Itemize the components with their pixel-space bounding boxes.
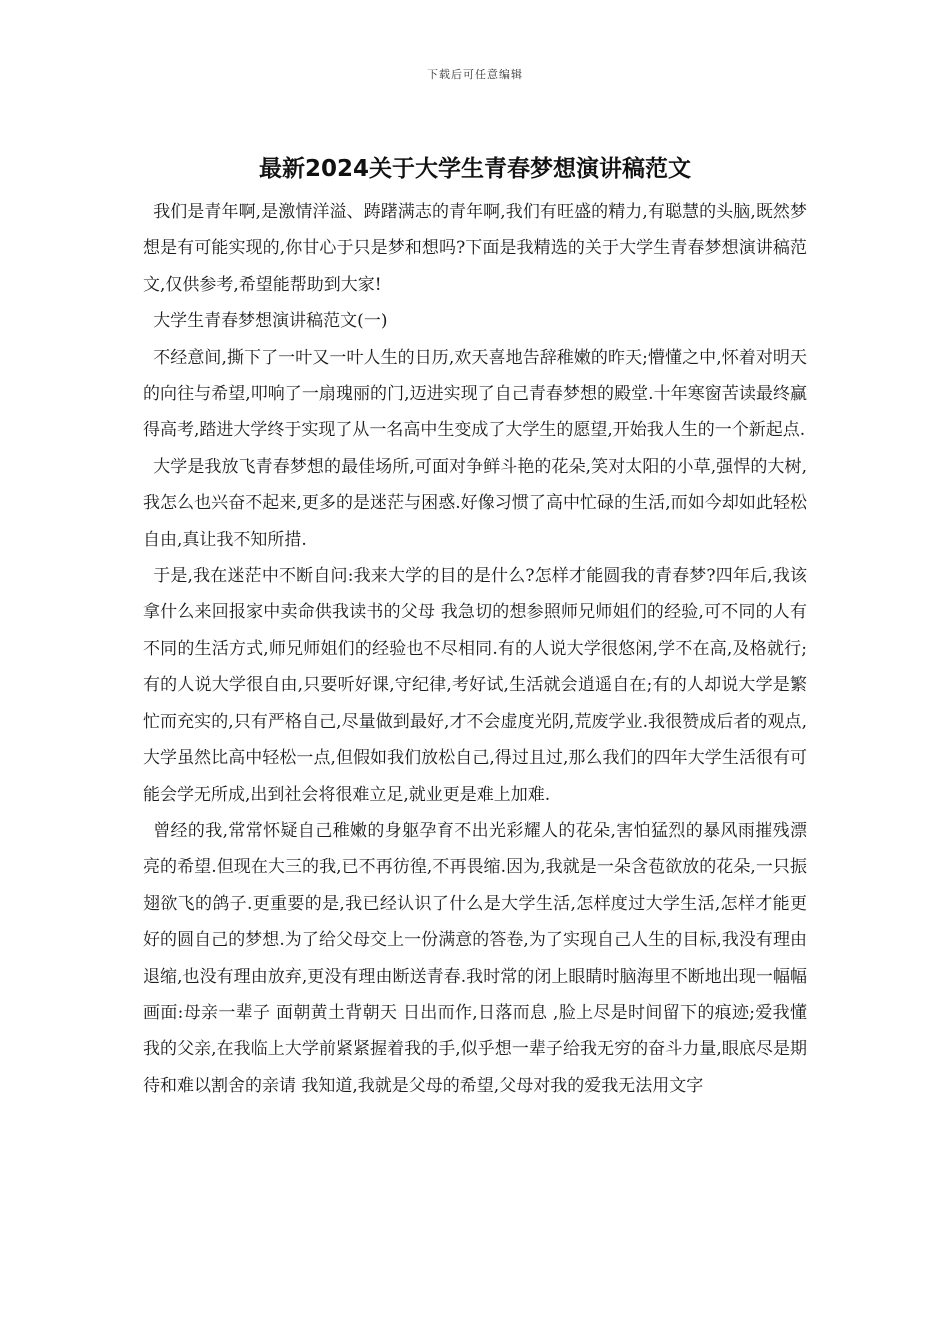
document-body xyxy=(143,194,807,1104)
paragraph: 于是,我在迷茫中不断自问:我来大学的目的是什么?怎样才能圆我的青春梦?四年后,我该拿什么来回报家中卖命供我读书的父母 我急切的想参照师兄师姐们的经验,可不同的人有不同的生活方式,师兄师姐们的经验也不尽相同.有的人说大学很悠闲,学不在高,及格就行;有的人说大学很自由,只要听好课,守纪律,考好试,生活就会逍遥自在;有的人却说大学是繁忙而充实的,只有严格自己,尽量做到最好,才不会虚度光阴,荒废学业.我很赞成后者的观点,大学虽然比高中轻松一点,但假如我们放松自己,得过且过,那么我们的四年大学生活很有可能会学无所成,出到社会将很难立足,就业更是难上加难. xyxy=(143,566,807,805)
paragraph: 大学是我放飞青春梦想的最佳场所,可面对争鲜斗艳的花朵,笑对太阳的小草,强悍的大树,我怎么也兴奋不起来,更多的是迷茫与困惑.好像习惯了高中忙碌的生活,而如今却如此轻松自由,真让我不知所措. xyxy=(143,456,807,550)
section-heading: 大学生青春梦想演讲稿范文(一) xyxy=(153,311,388,332)
header-note: 下载后可任意编辑 xyxy=(427,68,523,81)
paragraph: 不经意间,撕下了一叶又一叶人生的日历,欢天喜地告辞稚嫩的昨天;懵懂之中,怀着对明天的向往与希望,叩响了一扇瑰丽的门,迈进实现了自己青春梦想的殿堂.十年寒窗苦读最终赢得高考,踏进大学终于实现了从一名高中生变成了大学生的愿望,开始我人生的一个新起点. xyxy=(143,347,807,441)
paragraph-intro: 我们是青年啊,是激情洋溢、踌躇满志的青年啊,我们有旺盛的精力,有聪慧的头脑,既然梦想是有可能实现的,你甘心于只是梦和想吗?下面是我精选的关于大学生青春梦想演讲稿范文,仅供参考,希望能帮助到大家! xyxy=(143,202,807,295)
document-title: 最新2024关于大学生青春梦想演讲稿范文 xyxy=(258,156,691,182)
paragraph: 曾经的我,常常怀疑自己稚嫩的身躯孕育不出光彩耀人的花朵,害怕猛烈的暴风雨摧残漂亮的希望.但现在大三的我,已不再彷徨,不再畏缩.因为,我就是一朵含苞欲放的花朵,一只振翅欲飞的鸽子.更重要的是,我已经认识了什么是大学生活,怎样度过大学生活,怎样才能更好的圆自己的梦想.为了给父母交上一份满意的答卷,为了实现自己人生的目标,我没有理由退缩,也没有理由放弃,更没有理由断送青春.我时常的闭上眼睛时脑海里不断地出现一幅幅画面:母亲一辈子 面朝黄土背朝天 日出而作,日落而息 ,脸上尽是时间留下的痕迹;爱我懂我的父亲,在我临上大学前紧紧握着我的手,似乎想一辈子给我无穷的奋斗力量,眼底尽是期待和难以割舍的亲请 我知道,我就是父母的希望,父母对我的爱我无法用文字 xyxy=(143,820,807,1096)
